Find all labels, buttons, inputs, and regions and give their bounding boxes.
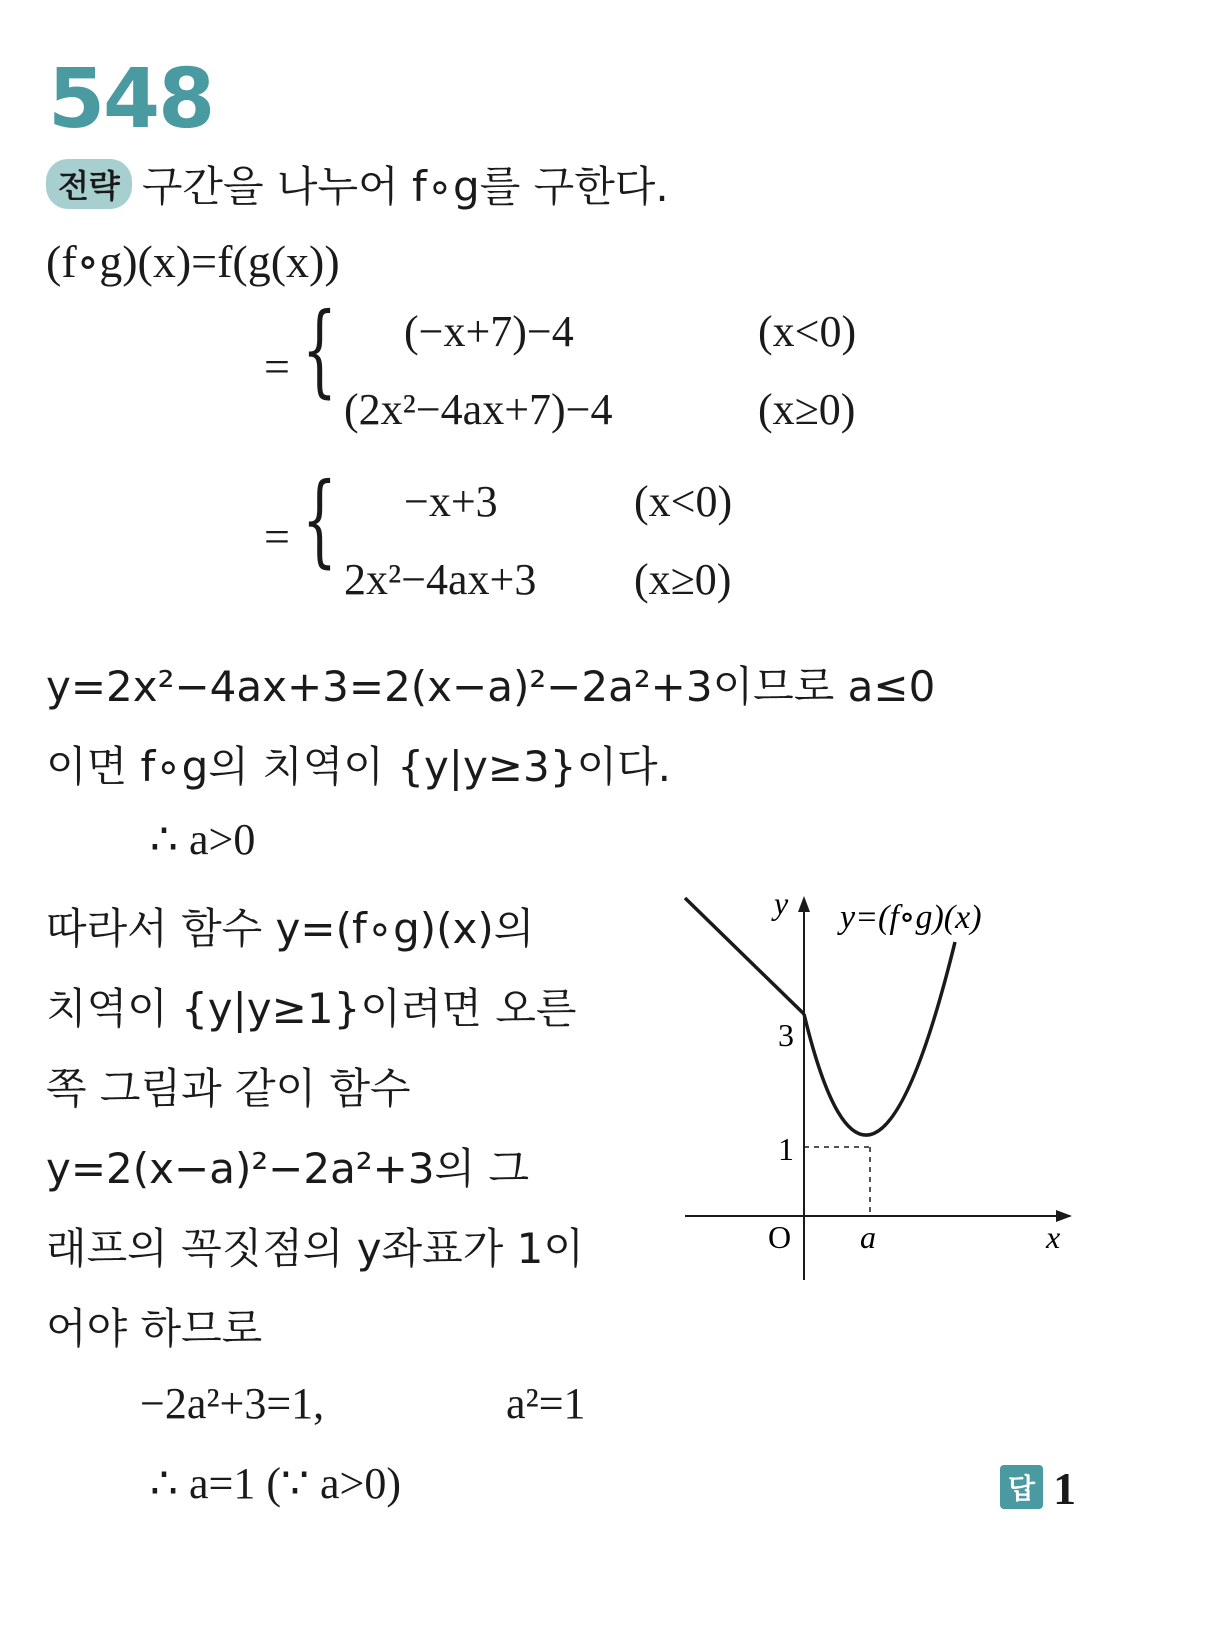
strategy-line	[46, 154, 669, 214]
function-graph	[670, 880, 1090, 1300]
case2-row1-expr: −x+3	[404, 477, 498, 526]
equals-sign-1: =	[264, 341, 290, 392]
paragraph1-conclusion: ∴ a>0	[150, 815, 256, 864]
case2-row2-cond: (x≥0)	[634, 555, 732, 604]
case1-row1-expr: (−x+7)−4	[404, 307, 574, 356]
paragraph2-line6: 어야 하므로	[46, 1304, 263, 1353]
paragraph2-line4: y=2(x−a)²−2a²+3의 그	[46, 1144, 530, 1193]
brace-2: {	[302, 461, 337, 578]
graph-parabola	[804, 942, 955, 1135]
origin-label: O	[768, 1219, 792, 1255]
paragraph1-line1: y=2x²−4ax+3=2(x−a)²−2a²+3이므로 a≤0	[46, 662, 936, 711]
strategy-badge: 전략	[46, 159, 132, 209]
tick-label-3: 3	[778, 1017, 794, 1053]
equation-2: a²=1	[506, 1379, 586, 1428]
answer-badge: 답	[1000, 1465, 1043, 1509]
y-axis-arrow-icon	[798, 896, 810, 912]
equals-sign-2: =	[264, 511, 290, 562]
case1-row2-expr: (2x²−4ax+7)−4	[344, 385, 613, 434]
case2-row2-expr: 2x²−4ax+3	[344, 555, 537, 604]
final-conclusion: ∴ a=1 (∵ a>0)	[150, 1459, 401, 1508]
paragraph2-line1: 따라서 함수 y=(f∘g)(x)의	[46, 904, 535, 953]
composition-definition: (f∘g)(x)=f(g(x))	[46, 236, 340, 287]
brace-1: {	[302, 291, 337, 408]
paragraph2-line2: 치역이 {y|y≥1}이려면 오른	[46, 984, 577, 1033]
y-axis-label: y	[774, 885, 789, 921]
equation-1: −2a²+3=1,	[140, 1379, 325, 1428]
strategy-text: 구간을 나누어 f∘g를 구한다.	[141, 162, 669, 211]
paragraph1-line2: 이면 f∘g의 치역이 {y|y≥3}이다.	[46, 742, 671, 791]
case1-row1-cond: (x<0)	[758, 307, 857, 356]
problem-number: 548	[48, 52, 214, 147]
case1-row2-cond: (x≥0)	[758, 385, 856, 434]
tick-label-1: 1	[778, 1131, 794, 1167]
answer	[1000, 1462, 1076, 1515]
case2-row1-cond: (x<0)	[634, 477, 733, 526]
answer-value: 1	[1053, 1463, 1077, 1514]
x-axis-label: x	[1046, 1219, 1061, 1255]
tick-label-a: a	[860, 1219, 876, 1255]
paragraph2-line5: 래프의 꼭짓점의 y좌표가 1이	[46, 1224, 584, 1273]
curve-label: y=(f∘g)(x)	[840, 899, 982, 936]
paragraph2-line3: 쪽 그림과 같이 함수	[46, 1064, 411, 1113]
